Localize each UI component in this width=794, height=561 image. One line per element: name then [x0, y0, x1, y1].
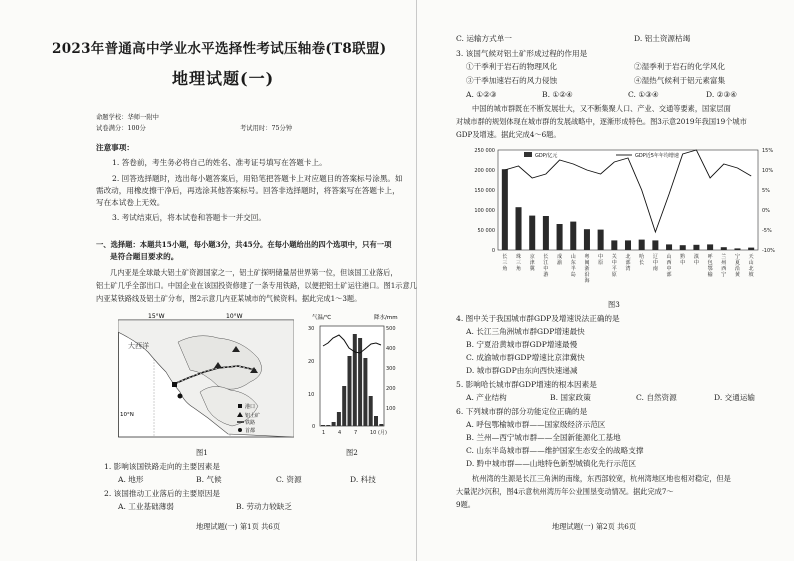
category-label: 北 — [625, 254, 631, 260]
gdp-bar — [557, 224, 563, 250]
precip-axis-label: 降水/mm — [374, 315, 398, 321]
right-axis-tick: -10% — [762, 248, 775, 254]
gdp-bar — [625, 240, 631, 250]
gdp-bar — [721, 247, 727, 250]
question-1-option-a: A. 地形 — [118, 475, 144, 484]
question-1-stem: 1. 影响该国铁路走向的主要因素是 — [104, 462, 220, 471]
legend-railway: 铁路 — [245, 420, 256, 426]
gdp-bar — [734, 248, 740, 250]
category-label: 京 — [529, 254, 535, 260]
question-1-option-c: C. 资源 — [276, 475, 302, 484]
category-label: 冀 — [529, 266, 535, 272]
intro2-line: 中国的城市群既在不断发展壮大，又不断集聚人口、产业、交通等要素，国家层面 — [472, 104, 731, 113]
category-label: 榆 — [707, 272, 713, 278]
category-label: 中 — [693, 260, 699, 266]
category-label: 浙 — [584, 266, 590, 272]
question-4-option-d: D. 城市群GDP由东向西快速递减 — [466, 366, 578, 375]
precip-tick: 400 — [386, 346, 396, 352]
intro3-line: 9题。 — [456, 500, 475, 509]
category-label: 中 — [598, 254, 604, 260]
category-label: 东 — [570, 260, 576, 266]
precip-bar — [369, 396, 373, 426]
question-3-item: ③干季加速岩石的风力侵蚀 — [466, 76, 558, 85]
legend-port: 港口 — [245, 404, 256, 410]
category-label: 江 — [543, 260, 549, 266]
figure-3-chart — [458, 142, 794, 306]
month-axis-label: (月) — [378, 430, 387, 436]
question-4-stem: 4. 图中关于我国城市群GDP及增速说法正确的是 — [456, 314, 620, 323]
gdp-bar — [570, 222, 576, 250]
category-label: 哈 — [639, 254, 645, 260]
intro3-line: 杭州湾的生源是长江三角洲的南缘，东西部较宽，杭州湾地区地也相对稳定，但是 — [472, 474, 731, 483]
question-5-option-b: B. 国家政策 — [550, 393, 591, 402]
question-6-option-c: C. 山东半岛城市群——维护国家生态安全的战略支撑 — [466, 446, 644, 455]
intro3-line: 大量泥沙沉积，图4示意杭州湾历年公业围垦变动情况。据此完成7～ — [456, 487, 674, 496]
gdp-bar — [516, 207, 522, 250]
question-5-option-a: A. 产业结构 — [466, 393, 507, 402]
category-label: 角 — [502, 266, 508, 272]
category-label: 中 — [666, 266, 672, 272]
gdp-chart-svg — [458, 142, 794, 306]
category-label: 山 — [570, 254, 576, 260]
question-2-option-c: C. 运输方式单一 — [456, 34, 512, 43]
notice-line: 2. 回答选择题时，选出每小题答案后，用铅笔把答题卡上对应题目的答案标号涂黑。如 — [112, 174, 403, 183]
category-label: 角 — [516, 266, 522, 272]
gdp-bar — [652, 240, 658, 250]
temp-axis-label: 气温/℃ — [312, 315, 332, 321]
lat-label: 10°N — [120, 412, 134, 418]
precip-bar — [353, 334, 357, 426]
figure-1-map — [118, 312, 294, 438]
gdp-bar — [666, 244, 672, 250]
gdp-bar — [611, 240, 617, 250]
right-axis-tick: 0% — [762, 208, 770, 214]
page-footer-left: 地理试题(一) 第1页 共6页 — [196, 522, 281, 531]
question-4-option-c: C. 成渝城市群GDP增速比京津冀快 — [466, 353, 585, 362]
category-label: 珠 — [516, 254, 522, 260]
section-heading: 一、选择题：本题共15小题，每小题3分，共45分。在每小题给出的四个选项中，只有一项 — [96, 240, 392, 249]
question-2-option-b: B. 劳动力较缺乏 — [236, 502, 292, 511]
precip-tick: 100 — [386, 406, 396, 412]
category-label: 三 — [502, 260, 508, 266]
gdp-bar — [707, 244, 713, 250]
precip-tick: 200 — [386, 386, 396, 392]
category-label: 西 — [721, 266, 727, 272]
left-axis-tick: 200 000 — [474, 168, 495, 174]
temp-tick: 10 — [308, 392, 315, 398]
category-label: 成 — [557, 254, 563, 260]
precip-bar — [337, 412, 341, 426]
category-label: 辽 — [652, 254, 658, 260]
category-label: 闽 — [584, 260, 590, 266]
exam-subtitle: 地理试题(一) — [172, 69, 275, 88]
category-label: 三 — [516, 260, 522, 266]
month-tick: 10 — [370, 430, 377, 436]
question-6-option-d: D. 黔中城市群——山地特色新型城镇化先行示范区 — [466, 459, 637, 468]
notice-line: 需改动，用橡皮擦干净后，再选涂其他答案标号。回答非选择题时，将答案写在答题卡上， — [96, 186, 400, 195]
category-label: 岛 — [570, 272, 576, 278]
gdp-bar — [543, 216, 549, 250]
question-5-option-c: C. 自然资源 — [636, 393, 677, 402]
school-info: 命题学校：华师一附中 — [96, 114, 159, 121]
question-4-option-a: A. 长江三角洲城市群GDP增速最快 — [466, 327, 585, 336]
gdp-bar — [680, 245, 686, 250]
temp-tick: 0 — [312, 424, 316, 430]
category-label: 关 — [611, 254, 617, 260]
left-axis-tick: 0 — [491, 248, 495, 254]
intro2-line: GDP及增速。据此完成4～6题。 — [456, 130, 561, 139]
question-6-option-a: A. 呼包鄂榆城市群——国家级经济示范区 — [466, 420, 606, 429]
category-label: 长 — [639, 260, 645, 266]
figure-2-caption: 图2 — [346, 448, 358, 457]
question-3-item: ①干季利于岩石的物理风化 — [466, 62, 558, 71]
figure-2-climate-chart — [298, 312, 410, 444]
temp-tick: 20 — [308, 359, 315, 365]
question-3-option-a: A. ①②③ — [466, 90, 497, 99]
exam-title: 2023年普通高中学业水平选择性考试压轴卷(T8联盟) — [52, 41, 387, 57]
month-tick: 7 — [354, 430, 358, 436]
question-3-item: ②湿季利于岩石的化学风化 — [634, 62, 726, 71]
category-label: 渝 — [557, 260, 563, 266]
right-axis-tick: 15% — [762, 148, 774, 154]
notice-line: 3. 考试结束后，将本试卷和答题卡一并交回。 — [112, 213, 266, 222]
intro-line: 铝土矿几乎全部出口。中国企业在该国投资修建了一条专用铁路，以便把铝土矿运往港口。图1示意几 — [96, 281, 417, 290]
gdp-bar — [598, 230, 604, 250]
plot-area — [498, 150, 758, 250]
category-label: 沿 — [584, 272, 590, 278]
gdp-bar — [502, 169, 508, 250]
category-label: 州 — [721, 260, 727, 266]
sea-label: 大西洋 — [128, 342, 149, 350]
left-axis-tick: 50 000 — [477, 228, 495, 234]
lon-label-10w: 10°W — [226, 313, 243, 320]
question-2-option-a: A. 工业基础薄弱 — [118, 502, 174, 511]
intro2-line: 对城市群的规划体现在城市群的发展战略中，逐渐形成特色。图3示意2019年我国19个城市 — [456, 117, 747, 126]
question-3-option-d: D. ②③④ — [706, 90, 738, 99]
legend-gdp-label: GDP/亿元 — [535, 153, 558, 159]
precip-bar — [332, 422, 336, 426]
category-label: 湾 — [625, 266, 631, 272]
category-label: 夏 — [734, 260, 740, 266]
notice-line: 写在本试卷上无效。 — [96, 198, 165, 207]
category-label: 中 — [543, 266, 549, 272]
category-label: 粤 — [584, 254, 590, 260]
precip-bar — [363, 358, 367, 426]
category-label: 山 — [666, 254, 672, 260]
gdp-bar — [748, 248, 754, 250]
category-label: 部 — [666, 272, 672, 278]
question-3-item: ④湿热气候利于铝元素富集 — [634, 76, 726, 85]
category-label: 沿 — [734, 266, 740, 272]
category-label: 天 — [748, 254, 754, 260]
question-1-option-d: D. 科技 — [350, 475, 376, 484]
right-axis-tick: -5% — [762, 228, 772, 234]
notice-line: 1. 答卷前，考生务必将自己的姓名、准考证号填写在答题卡上。 — [112, 158, 327, 167]
legend-capital: 首都 — [245, 428, 256, 434]
intro-line: 几内亚是全球最大铝土矿资源国家之一，铝土矿探明储量居世界第一位，但该国工业落后， — [110, 268, 398, 277]
category-label: 原 — [611, 272, 617, 278]
category-label: 西 — [666, 260, 672, 266]
category-label: 平 — [611, 266, 617, 272]
gdp-bar — [584, 229, 590, 250]
precip-tick: 500 — [386, 326, 396, 332]
category-label: 黔 — [680, 254, 686, 260]
legend-gdp-swatch — [524, 152, 532, 157]
precip-bar — [379, 424, 383, 426]
page-footer-right: 地理试题(一) 第2页 共6页 — [552, 522, 637, 531]
category-label: 黄 — [734, 272, 740, 278]
question-4-option-b: B. 宁夏沿黄城市群GDP增速最慢 — [466, 340, 578, 349]
category-label: 滇 — [693, 254, 699, 260]
category-label: 鄂 — [707, 266, 713, 272]
month-tick: 1 — [322, 430, 326, 436]
left-axis-tick: 250 000 — [474, 148, 495, 154]
precip-bar — [348, 356, 352, 426]
question-6-option-b: B. 兰州—西宁城市群——全国新能源化工基地 — [466, 433, 621, 442]
precip-bar — [321, 425, 325, 426]
lon-label-15w: 15°W — [148, 313, 165, 320]
month-tick: 4 — [338, 430, 342, 436]
category-label: 南 — [652, 266, 658, 272]
category-label: 长 — [543, 254, 549, 260]
category-label: 半 — [570, 266, 576, 272]
category-label: 山 — [748, 260, 754, 266]
question-6-stem: 6. 下列城市群的部分功能定位正确的是 — [456, 407, 588, 416]
category-label: 北 — [748, 266, 754, 272]
category-label: 兰 — [721, 254, 727, 260]
left-axis-tick: 150 000 — [474, 188, 495, 194]
question-3-option-c: C. ①③④ — [628, 90, 659, 99]
category-label: 中 — [611, 260, 617, 266]
precip-bar — [374, 416, 378, 426]
category-label: 津 — [529, 260, 535, 266]
legend-growth-label: GDP近5年年均增速 — [635, 153, 679, 159]
category-label: 游 — [543, 272, 549, 278]
temp-tick: 30 — [308, 326, 315, 332]
precip-bar — [326, 425, 330, 426]
category-label: 宁 — [734, 254, 740, 260]
category-label: 长 — [502, 254, 508, 260]
right-axis-tick: 10% — [762, 168, 774, 174]
capital-marker — [178, 394, 183, 399]
score-info: 试卷满分：100分 — [96, 125, 146, 132]
figure-3-caption: 图3 — [608, 300, 620, 309]
gdp-bar — [529, 216, 535, 250]
category-label: 宁 — [721, 272, 727, 278]
gdp-bar — [639, 240, 645, 250]
intro-line: 内亚某铁路线及铝土矿分布，图2示意几内亚某城市的气候资料。据此完成1～3题。 — [96, 294, 362, 303]
question-2-stem: 2. 该国推动工业落后的主要原因是 — [104, 489, 220, 498]
notice-heading: 注意事项： — [96, 143, 134, 152]
right-axis-tick: 5% — [762, 188, 770, 194]
category-label: 包 — [707, 260, 713, 266]
precip-bar — [342, 386, 346, 426]
question-3-option-b: B. ①②④ — [542, 90, 573, 99]
time-info: 考试用时：75分钟 — [240, 125, 293, 132]
gdp-bar — [693, 245, 699, 250]
category-label: 部 — [625, 260, 631, 266]
category-label: 坡 — [748, 272, 754, 278]
category-label: 中 — [680, 260, 686, 266]
category-label: 原 — [598, 260, 604, 266]
category-label: 海 — [584, 278, 590, 284]
section-heading-cont: 是符合题目要求的。 — [110, 252, 179, 261]
question-3-stem: 3. 该国气候对铝土矿形成过程的作用是 — [456, 49, 588, 58]
figure-1-caption: 图1 — [196, 448, 208, 457]
right-page — [418, 0, 794, 561]
question-5-stem: 5. 影响哈长城市群GDP增速的根本因素是 — [456, 380, 597, 389]
question-2-option-d: D. 铝土资源枯竭 — [634, 34, 691, 43]
port-marker — [172, 382, 177, 387]
precip-tick: 300 — [386, 366, 396, 372]
legend-bauxite: 铝土矿 — [245, 413, 261, 419]
question-5-option-d: D. 交通运输 — [714, 393, 756, 402]
left-axis-tick: 100 000 — [474, 208, 495, 214]
question-1-option-b: B. 气候 — [196, 475, 222, 484]
category-label: 中 — [652, 260, 658, 266]
category-label: 呼 — [707, 254, 713, 260]
